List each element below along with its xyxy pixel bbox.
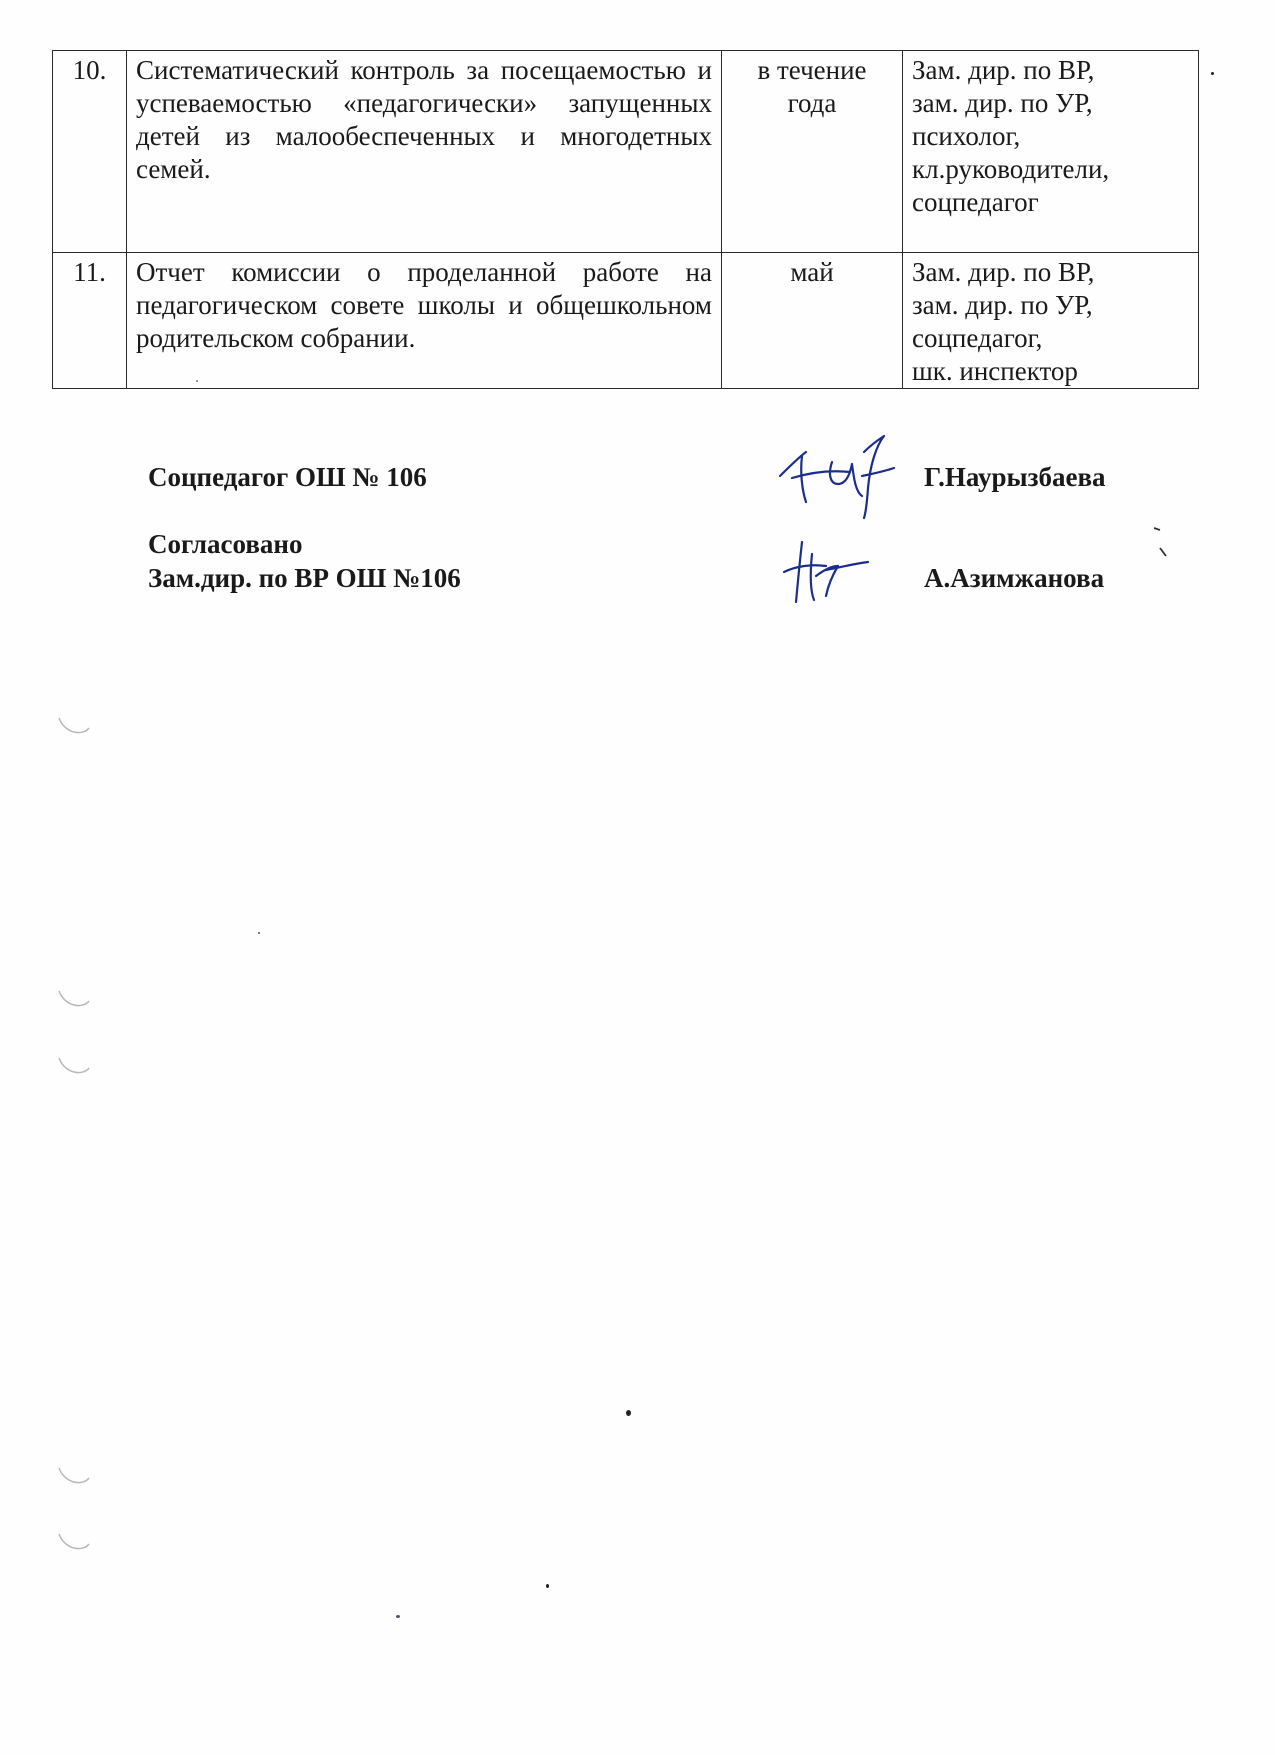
responsible-line: кл.руководители, — [912, 154, 1110, 184]
responsible-line: психолог, — [912, 121, 1021, 151]
responsible-line: Зам. дир. по ВР, — [912, 257, 1095, 287]
term-cell: май — [722, 253, 903, 389]
punch-hole-mark — [55, 1528, 93, 1554]
table-row — [53, 253, 1199, 389]
scan-speck — [396, 1615, 400, 1618]
responsible-line: соцпедагог, — [912, 323, 1043, 353]
deputy-name: А.Азимжанова — [924, 563, 1105, 593]
punch-hole-mark — [55, 1052, 93, 1078]
row-number: 11. — [53, 253, 127, 389]
socpedagog-title: Соцпедагог ОШ № 106 — [148, 462, 427, 492]
deputy-title: Зам.дир. по ВР ОШ №106 — [148, 563, 461, 593]
scan-speck — [626, 1410, 631, 1416]
table-row — [53, 51, 1199, 253]
handwritten-signature — [772, 536, 872, 616]
responsible-cell — [903, 253, 1199, 389]
responsible-line: зам. дир. по УР, — [912, 290, 1093, 320]
plan-table — [52, 50, 1199, 389]
scan-mark — [1150, 524, 1172, 558]
term-cell: в течение года — [722, 51, 903, 253]
row-number: 10. — [53, 51, 127, 253]
approved-label: Согласовано — [148, 529, 303, 559]
punch-hole-mark — [55, 1462, 93, 1488]
responsible-line: шк. инспектор — [912, 356, 1078, 386]
punch-hole-mark — [55, 712, 93, 738]
scan-speck — [258, 932, 260, 934]
handwritten-signature — [772, 432, 902, 520]
punch-hole-mark — [55, 985, 93, 1011]
responsible-line: зам. дир. по УР, — [912, 88, 1093, 118]
responsible-line: соцпедагог — [912, 187, 1039, 217]
scan-speck — [1211, 72, 1214, 75]
socpedagog-name: Г.Наурызбаева — [924, 462, 1106, 492]
activity-cell: Систематический контроль за посещаемостью и успеваемостью «педагогически» запущенных детей из малообеспеченных и многодетных семей. — [127, 51, 722, 253]
activity-cell: Отчет комиссии о проделанной работе на педагогическом совете школы и общешкольном родительском собрании. — [127, 253, 722, 389]
scan-speck — [546, 1584, 549, 1588]
responsible-cell — [903, 51, 1199, 253]
scan-speck — [196, 380, 198, 382]
responsible-line: Зам. дир. по ВР, — [912, 55, 1095, 85]
